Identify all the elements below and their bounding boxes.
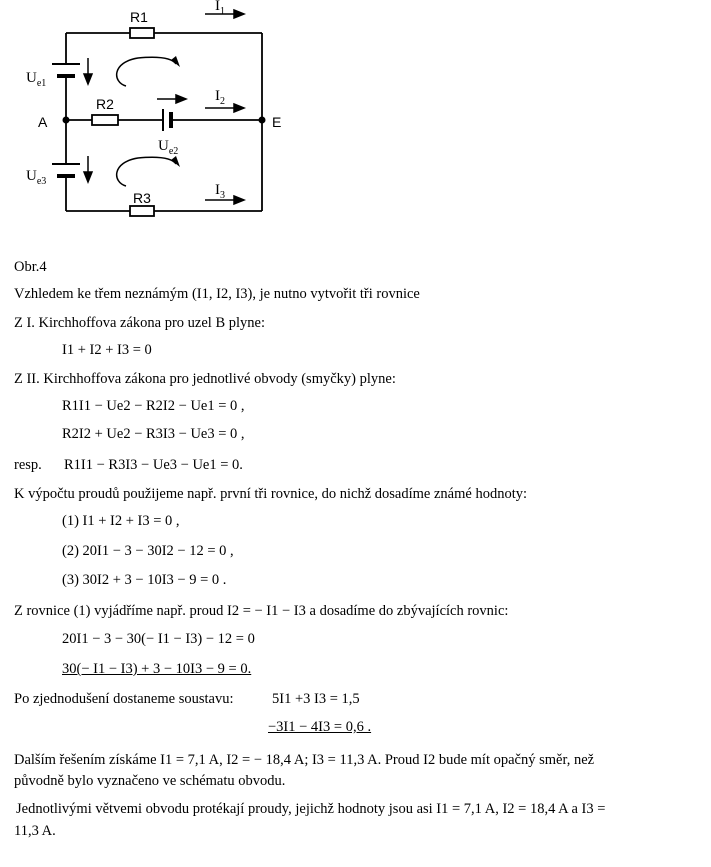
label-i3: $I_3$ [215, 182, 225, 201]
substitution-2: 30(− I1 − I3) + 3 − 10I3 − 9 = 0. [62, 661, 252, 677]
label-ue2: $U_{e2}$ [158, 138, 179, 157]
resistor-r1 [130, 28, 154, 38]
arrow-i3-icon [234, 196, 244, 204]
loop1-arrow-icon [117, 57, 176, 86]
equation-node: I1 + I2 + I3 = 0 [62, 342, 152, 358]
source-ue1 [52, 64, 80, 76]
label-i2: $I_2$ [215, 88, 225, 107]
loop2-arrow-icon [117, 157, 176, 186]
substitution-1: 20I1 − 3 − 30(− I1 − I3) − 12 = 0 [62, 631, 255, 647]
arrow-i1-icon [234, 10, 244, 18]
node-e-dot [259, 117, 266, 124]
kirchhoff2-line: Z II. Kirchhoffova zákona pro jednotlivé obvody (smyčky) plyne: [14, 371, 396, 387]
resistor-r2 [92, 115, 118, 125]
intro-line: Vzhledem ke třem neznámým (I1, I2, I3), je nutno vytvořit tři rovnice [14, 286, 420, 302]
express-line: Z rovnice (1) vyjádříme např. proud I2 = − I1 − I3 a dosadíme do zbývajících rovnic: [14, 603, 509, 619]
source-ue2 [163, 109, 171, 131]
equation-loop3: R1I1 − R3I3 − Ue3 − Ue1 = 0. [64, 457, 243, 473]
system-eq-2: −3I1 − 4I3 = 0,6 . [268, 719, 372, 735]
result-line: Dalším řešením získáme I1 = 7,1 A, I2 = − 18,4 A; I3 = 11,3 A. Proud I2 bude mít opačný směr, než [14, 752, 595, 768]
equation-3: (3) 30I2 + 3 − 10I3 − 9 = 0 . [62, 572, 227, 588]
label-ue1: $U_{e1}$ [26, 70, 47, 89]
figure-caption: Obr.4 [14, 259, 47, 275]
label-ue3: $U_{e3}$ [26, 168, 47, 187]
simplify-line: Po zjednodušení dostaneme soustavu: [14, 691, 234, 707]
label-r1: R1 [130, 9, 148, 25]
arrow-ue1-icon [84, 74, 92, 84]
compute-intro-line: K výpočtu proudů použijeme např. první tři rovnice, do nichž dosadíme známé hodnoty: [14, 486, 528, 502]
arrow-ue3-icon [84, 172, 92, 182]
label-node-a: A [38, 114, 48, 130]
result-line-2: původně bylo vyznačeno ve schématu obvodu. [14, 773, 286, 789]
label-node-e: E [272, 114, 282, 130]
equation-2: (2) 20I1 − 3 − 30I2 − 12 = 0 , [62, 543, 234, 559]
source-ue3 [52, 164, 80, 176]
circuit-diagram [0, 0, 320, 230]
node-a-dot [63, 117, 70, 124]
resistor-r3 [130, 206, 154, 216]
system-eq-1: 5I1 +3 I3 = 1,5 [272, 691, 360, 707]
label-r3: R3 [133, 190, 151, 206]
equation-1: (1) I1 + I2 + I3 = 0 , [62, 513, 180, 529]
arrow-mid-icon [176, 95, 186, 103]
kirchhoff1-line: Z I. Kirchhoffova zákona pro uzel B plyne: [14, 315, 265, 331]
label-r2: R2 [96, 96, 114, 112]
label-i1: $I_1$ [215, 0, 225, 17]
final-line-2: 11,3 A. [14, 823, 56, 839]
equation-loop1: R1I1 − Ue2 − R2I2 − Ue1 = 0 , [62, 398, 245, 414]
arrow-i2-icon [234, 104, 244, 112]
final-line: Jednotlivými větvemi obvodu protékají proudy, jejichž hodnoty jsou asi I1 = 7,1 A, I2 = 18,4 A a I3 = [16, 801, 606, 817]
resp-label: resp. [14, 457, 42, 473]
equation-loop2: R2I2 + Ue2 − R3I3 − Ue3 = 0 , [62, 426, 245, 442]
